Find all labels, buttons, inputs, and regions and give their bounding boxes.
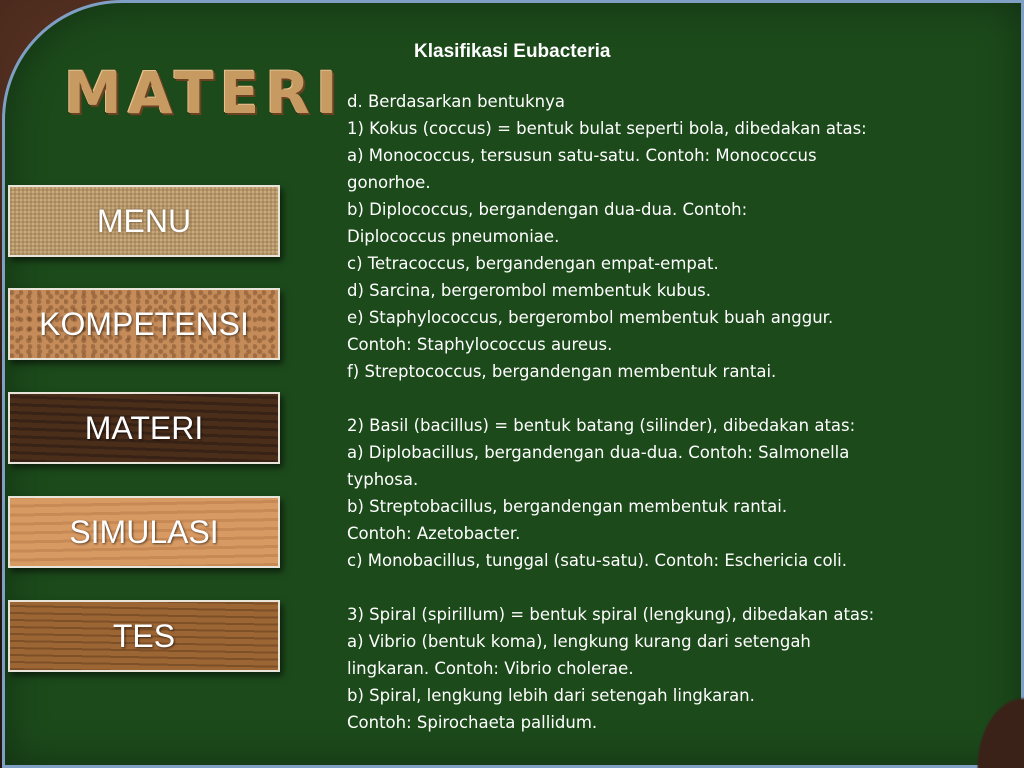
content-line: e) Staphylococcus, bergerombol membentuk buah anggur. (347, 308, 834, 327)
content-line: b) Spiral, lengkung lebih dari setengah lingkaran. (347, 686, 755, 705)
content-line: a) Diplobacillus, bergandengan dua-dua. Contoh: Salmonella (347, 443, 850, 462)
content-line: 3) Spiral (spirillum) = bentuk spiral (lengkung), dibedakan atas: (347, 605, 875, 624)
content-line: 2) Basil (bacillus) = bentuk batang (silinder), dibedakan atas: (347, 416, 856, 435)
panel-corner-decoration (944, 648, 1024, 768)
materi-button[interactable] (8, 392, 280, 464)
materi-button-label: MATERI (84, 409, 204, 446)
content-line: f) Streptococcus, bergandengan membentuk rantai. (347, 362, 777, 381)
content-line: a) Vibrio (bentuk koma), lengkung kurang dari setengah (347, 632, 811, 651)
menu-button[interactable] (8, 185, 280, 257)
kompetensi-button[interactable] (8, 288, 280, 360)
content-body (347, 88, 947, 736)
content-line: Diplococcus pneumoniae. (347, 227, 560, 246)
content-line (347, 385, 947, 412)
content-line: typhosa. (347, 470, 419, 489)
simulasi-button-label: SIMULASI (69, 513, 219, 550)
content-line: 1) Kokus (coccus) = bentuk bulat seperti bola, dibedakan atas: (347, 119, 867, 138)
materi-logo: MATERI (64, 59, 344, 127)
content-line: d. Berdasarkan bentuknya (347, 92, 565, 111)
tes-button-label: TES (112, 617, 176, 654)
content-line: d) Sarcina, bergerombol membentuk kubus. (347, 281, 711, 300)
content-title: Klasifikasi Eubacteria (414, 41, 611, 62)
content-line: gonorhoe. (347, 173, 431, 192)
content-line: Contoh: Spirochaeta pallidum. (347, 713, 598, 732)
kompetensi-button-label: KOMPETENSI (39, 305, 249, 342)
content-line: b) Streptobacillus, bergandengan membentuk rantai. (347, 497, 788, 516)
content-line: a) Monococcus, tersusun satu-satu. Contoh: Monococcus (347, 146, 817, 165)
content-line: c) Monobacillus, tunggal (satu-satu). Contoh: Eschericia coli. (347, 551, 848, 570)
content-line: lingkaran. Contoh: Vibrio cholerae. (347, 659, 634, 678)
content-line (347, 574, 947, 601)
menu-button-label: MENU (96, 202, 192, 239)
tes-button[interactable] (8, 600, 280, 672)
content-line: Contoh: Azetobacter. (347, 524, 521, 543)
content-line: b) Diplococcus, bergandengan dua-dua. Contoh: (347, 200, 748, 219)
content-line: Contoh: Staphylococcus aureus. (347, 335, 613, 354)
simulasi-button[interactable] (8, 496, 280, 568)
content-line: c) Tetracoccus, bergandengan empat-empat. (347, 254, 719, 273)
